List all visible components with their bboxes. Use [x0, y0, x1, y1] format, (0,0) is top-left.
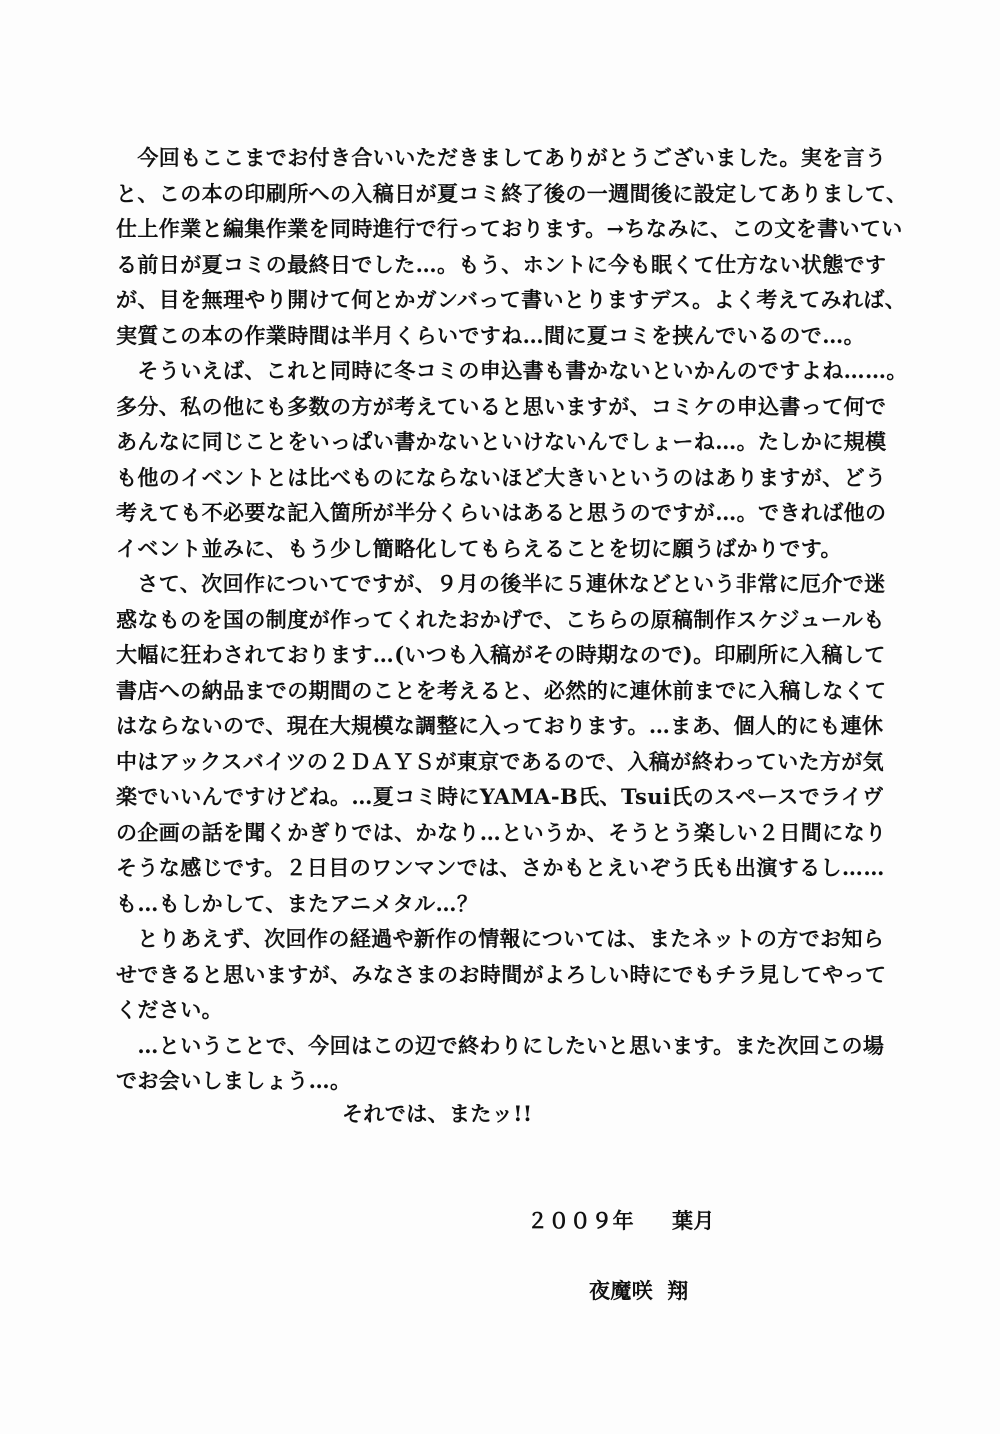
text-line: と、この本の印刷所への入稿日が夏コミ終了後の一週間後に設定してありまして、 [116, 180, 908, 206]
text-line: 書店への納品までの期間のことを考えると、必然的に連休前までに入稿しなくて [116, 677, 887, 703]
date-line [527, 1205, 715, 1235]
text-line: る前日が夏コミの最終日でした…。もう、ホントに今も眠くて仕方ない状態です [116, 251, 887, 277]
text-line: とりあえず、次回作の経過や新作の情報については、またネットの方でお知ら [116, 926, 885, 951]
text-line: でお会いしましょう…。 [116, 1068, 352, 1093]
text-line: ください。 [116, 997, 223, 1022]
text-line: 考えても不必要な記入箇所が半分くらいはあると思うのですが…。できれば他の [116, 500, 887, 525]
text-line: も…もしかして、またアニメタル…？ [116, 890, 479, 916]
text-line: 多分、私の他にも多数の方が考えていると思いますが、コミケの申込書って何で [116, 393, 887, 419]
text-line: が、目を無理やり開けて何とかガンバって書いとりますデス。よく考えてみれば、 [116, 287, 907, 312]
author-signature [589, 1275, 689, 1305]
text-line: 楽でいいんですけどね。…夏コミ時にYAMA-B氏、Tsui氏のスペースでライヴ [116, 784, 884, 809]
author-given-name: 翔 [667, 1278, 689, 1303]
text-line: そういえば、これと同時に冬コミの申込書も書かないといかんのですよね……。 [116, 358, 908, 383]
text-line: 中はアックスバイツの２ＤＡＹＳが東京であるので、入稿が終わっていた方が気 [116, 748, 885, 774]
text-line: 大幅に狂わされております…(いつも入稿がその時期なので)。印刷所に入稿して [116, 642, 886, 667]
text-line: そうな感じです。２日目のワンマンでは、さかもとえいぞう氏も出演するし…… [116, 855, 885, 880]
date-year: ２００９年 [527, 1208, 634, 1233]
text-line: さて、次回作についてですが、９月の後半に５連休などという非常に厄介で迷 [116, 571, 886, 596]
text-line: 実質この本の作業時間は半月くらいですね…間に夏コミを挟んでいるので…。 [116, 322, 865, 348]
text-line: …ということで、今回はこの辺で終わりにしたいと思います。また次回この場 [116, 1032, 885, 1058]
text-line: せできると思いますが、みなさまのお時間がよろしい時にでもチラ見してやって [116, 961, 887, 987]
closing-line: それでは、またッ!! [342, 1101, 533, 1126]
text-line: 今回もここまでお付き合いいただきましてありがとうございました。実を言う [116, 145, 887, 170]
text-line: も他のイベントとは比べものにならないほど大きいというのはありますが、どう [116, 464, 887, 490]
text-line: の企画の話を聞くかぎりでは、かなり…というか、そうとう楽しい２日間になり [116, 819, 887, 845]
text-line: はならないので、現在大規模な調整に入っております。…まあ、個人的にも連休 [116, 713, 884, 738]
text-line: イベント並みに、もう少し簡略化してもらえることを切に願うばかりです。 [116, 535, 842, 561]
text-line: あんなに同じことをいっぱい書かないといけないんでしょーね…。たしかに規模 [116, 429, 887, 454]
date-month: 葉月 [672, 1208, 715, 1233]
author-family-name: 夜魔咲 [589, 1278, 654, 1303]
text-line: 惑なものを国の制度が作ってくれたおかげで、こちらの原稿制作スケジュールも [116, 606, 885, 632]
text-line: 仕上作業と編集作業を同時進行で行っております。→ちなみに、この文を書いてい [116, 216, 903, 241]
afterword-body [116, 140, 908, 1099]
